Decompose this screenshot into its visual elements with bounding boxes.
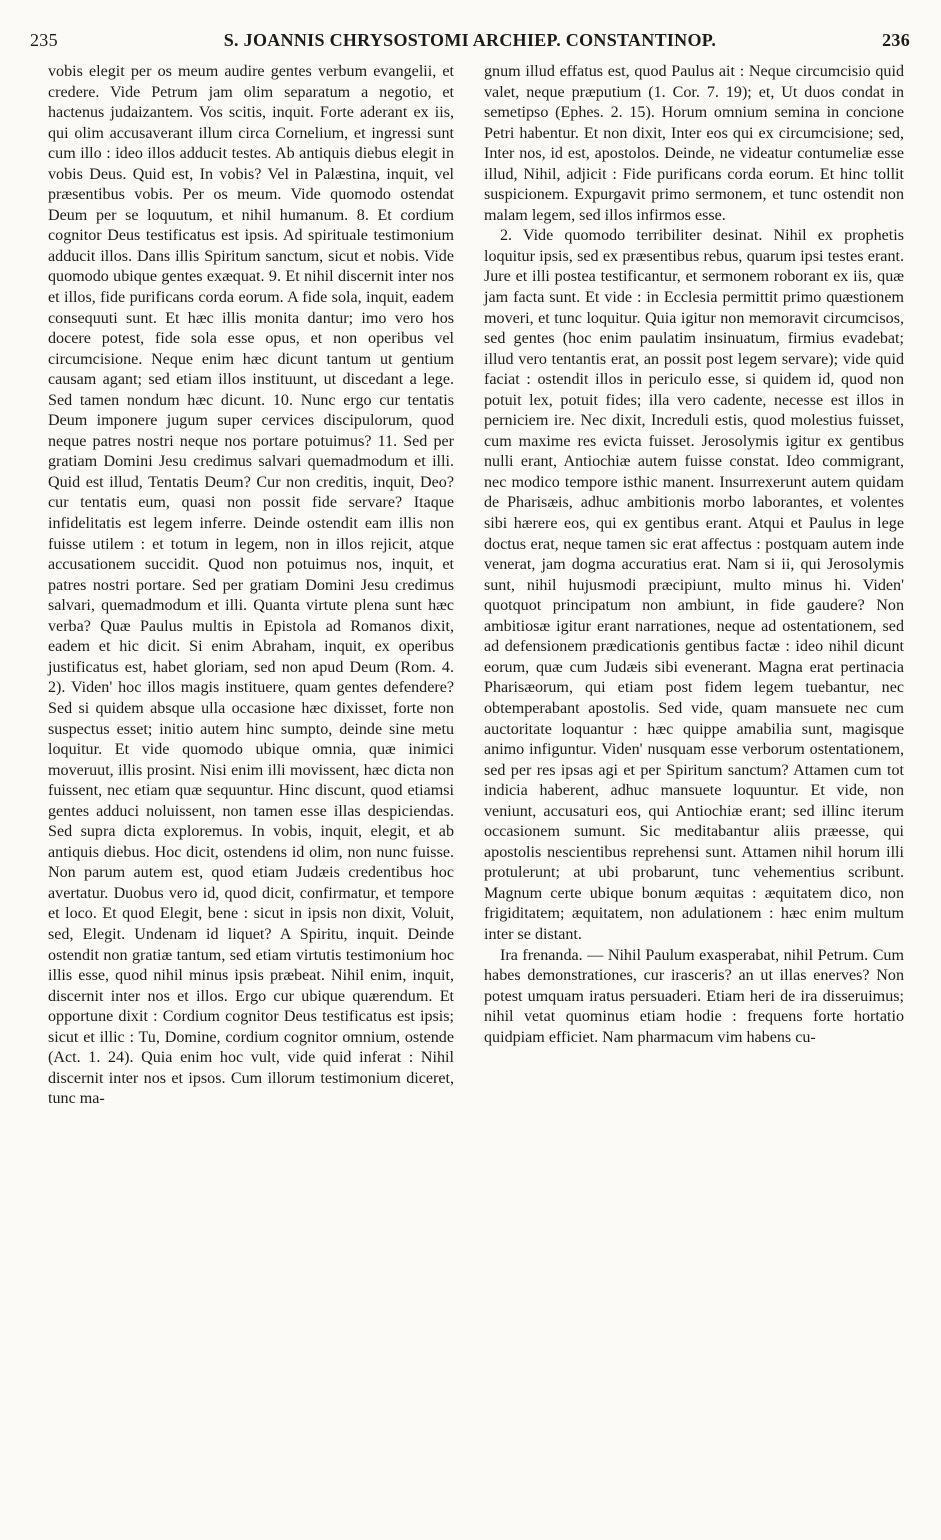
page-number-left: 235	[30, 30, 58, 50]
running-title: S. JOANNIS CHRYSOSTOMI ARCHIEP. CONSTANTINOP.	[223, 30, 717, 50]
right-paragraph-3: Ira frenanda. — Nihil Paulum exasperabat, nihil Petrum. Cum habes demonstrationes, cur irasceris? an ut illas enerves? Non potest umquam iratus persuaderi. Etiam heri de ira disseruimus; nihil vetat quominus etiam hodie : frequens forte hortatio quidpiam efficiet. Nam pharmacum vim habens cu-	[484, 946, 904, 1046]
right-column	[484, 62, 904, 1048]
left-column	[48, 62, 454, 1110]
page-number-right: 236	[882, 30, 910, 50]
right-paragraph-2: 2. Vide quomodo terribiliter desinat. Nihil ex prophetis loquitur ipsis, sed ex præsentibus rebus, quarum ipsi testes erant. Jure et illi postea testificantur, et sermonem roborant ex iis, quæ jam facta sunt. Et vide : in Ecclesia permittit primo quæstionem moveri, et tunc loquitur. Quia igitur non memoravit circumcisos, sed gentes (hoc enim paulatim insinuatum, firmius evadebat; illud vero tentantis erat, an possit post legem servare); vide quid faciat : ostendit illos in periculo esse, si quidem id, quod non potuit lex, potuit fides; illa vero cadente, necesse est illos in perniciem ire. Nec dixit, Increduli estis, quod molestius fuisset, cum maxime res evicta fuisset. Jerosolymis igitur ex gentibus nulli erant, Antiochiæ autem fuisse constat. Ideo commigrant, nec modico tempore isthic manent. Insurrexerunt autem quidam de Pharisæis, adhuc ambitionis morbo laborantes, et volentes sibi hærere eos, qui ex gentibus erant. Atqui et Paulus in lege doctus erat, neque tamen sic erat affectus : postquam autem inde venerat, jam dogma accuratius erat. Nam si ii, qui Jerosolymis sunt, nihil hujusmodi præcipiunt, multo minus hi. Viden' quotquot principatum non ambiunt, in fide gaudere? Non ambitiosæ igitur erant narrationes, neque ad ostentationem, sed ad defensionem prædicationis gentibus factæ : ideo nihil dicunt eorum, quæ cum Judæis sibi evenerant. Magna erat pertinacia Pharisæorum, qui etiam post fidem legem tuebantur, nec obtemperabant apostolis. Sed vide, quam mansuete nec cum auctoritate loquantur : hæc quippe amabilia sunt, magisque animo infiguntur. Viden' nusquam esse verborum ostentationem, sed per res ipsas agi et per Spiritum sanctum? Attamen cum tot indicia haberent, adhuc mansuete loquuntur. Et vide, non veniunt, accusaturi eos, qui Antiochiæ erant; sed illinc iterum occasionem sumunt. Sic meditabantur aliis præesse, qui apostolis nescientibus reprehensi sunt. Attamen nihil horum illi protulerunt; at ubi probarunt, tunc vehementius scribunt. Magnum certe ubique bonum æquitas : æquitatem dico, non frigiditatem; æquitatem, non adulationem : hæc enim multum inter se distant.	[484, 227, 904, 943]
left-paragraph-1: vobis elegit per os meum audire gentes verbum evangelii, et credere. Vide Petrum jam olim separatum a negotio, et hactenus judaizantem. Vos scitis, inquit. Forte aderant ex iis, qui olim accusaverant illum circa Cornelium, et ingressi sunt cum illo : ideo illos adducit testes. Ab antiquis diebus elegit in vobis Deus. Quid est, In vobis? Vel in Palæstina, inquit, vel præsentibus vobis. Per os meum. Vide quomodo ostendat Deum per se loquutum, et nihil humanum. 8. Et cordium cognitor Deus testificatus est ipsis. Ad spirituale testimonium adducit illos. Dans illis Spiritum sanctum, sicut et nobis. Vide quomodo ubique gentes exæquat. 9. Et nihil discernit inter nos et illos, fide purificans corda eorum. A fide sola, inquit, eadem consequuti sunt. Et hæc illis monita dantur; imo vero hos docere potest, fide sola esse opus, et non operibus vel circumcisione. Neque enim hæc dicunt tantum ut gentium causam agant; sed etiam illos instituunt, ut discedant a lege. Sed tamen nondum hæc dicunt. 10. Nunc ergo cur tentatis Deum imponere jugum super cervices discipulorum, quod neque patres nostri neque nos portare potuimus? 11. Sed per gratiam Domini Jesu credimus salvari quemadmodum et illi. Quid est illud, Tentatis Deum? Cur non creditis, inquit, Deo? cur tentatis eum, quasi non possit fide servare? Itaque infidelitatis est legem inferre. Deinde ostendit eam illis non fuisse utilem : et totum in legem, non in illos rejicit, atque accusationem succidit. Quod non potuimus nos, inquit, et patres nostri portare. Sed per gratiam Domini Jesu credimus salvari, quemadmodum et illi. Quanta virtute plena sunt hæc verba? Quæ Paulus multis in Epistola ad Romanos dixit, eadem et hic dicit. Si enim Abraham, inquit, ex operibus justificatus est, habet gloriam, sed non apud Deum (Rom. 4. 2). Viden' hoc illos magis instituere, quam gentes defendere? Sed si quidem absque ulla occasione hæc dixisset, forte non suspectus esset; initio autem hinc sumpto, deinde sine metu loquitur. Et vide quomodo ubique omnia, quæ inimici moveruut, illis prosint. Nisi enim illi movissent, hæc dicta non fuissent, nec etiam quæ sequuntur. Hinc discunt, quod etiamsi gentes adduci noluissent, non tamen esse illas despiciendas. Sed supra dicta exploremus. In vobis, inquit, elegit, et ab antiquis diebus. Hoc dicit, ostendens id olim, non nunc fuisse. Non parum autem est, quod etiam Judæis credentibus hoc avertatur. Duobus vero id, quod dicit, confirmatur, et tempore et loco. Et quod Elegit, bene : sicut in ipsis non dixit, Voluit, sed, Elegit. Undenam id liquet? A Spiritu, inquit. Deinde ostendit non gratiæ tantum, sed etiam virtutis testimonium hoc illis esse, quod nihil minus ipsis præbeat. Nihil enim, inquit, discernit inter nos et illos. Ergo cur ubique quærendum. Et opportune dixit : Cordium cognitor Deus testificatus est ipsis; sicut et illic : Tu, Domine, cordium cognitor omnium, ostende (Act. 1. 24). Quia enim hoc vult, vide quid inferat : Nihil discernit inter nos et ipsos. Cum illorum testimonium diceret, tunc ma-	[48, 63, 454, 1108]
page-header	[30, 30, 910, 60]
right-paragraph-1: gnum illud effatus est, quod Paulus ait : Neque circumcisio quid valet, neque præputium (1. Cor. 7. 19); et, Ut duos condat in semetipso (Ephes. 2. 15). Horum omnium semina in concione Petri habentur. Et non dixit, Inter eos qui ex circumcisione; sed, Inter nos, id est, apostolos. Deinde, ne videatur contumeliæ esse illud, Nihil, adjicit : Fide purificans corda eorum. Et hinc tollit suspicionem. Expurgavit primo sermonem, et tunc ostendit non malam legem, sed illos infirmos esse.	[484, 63, 904, 224]
